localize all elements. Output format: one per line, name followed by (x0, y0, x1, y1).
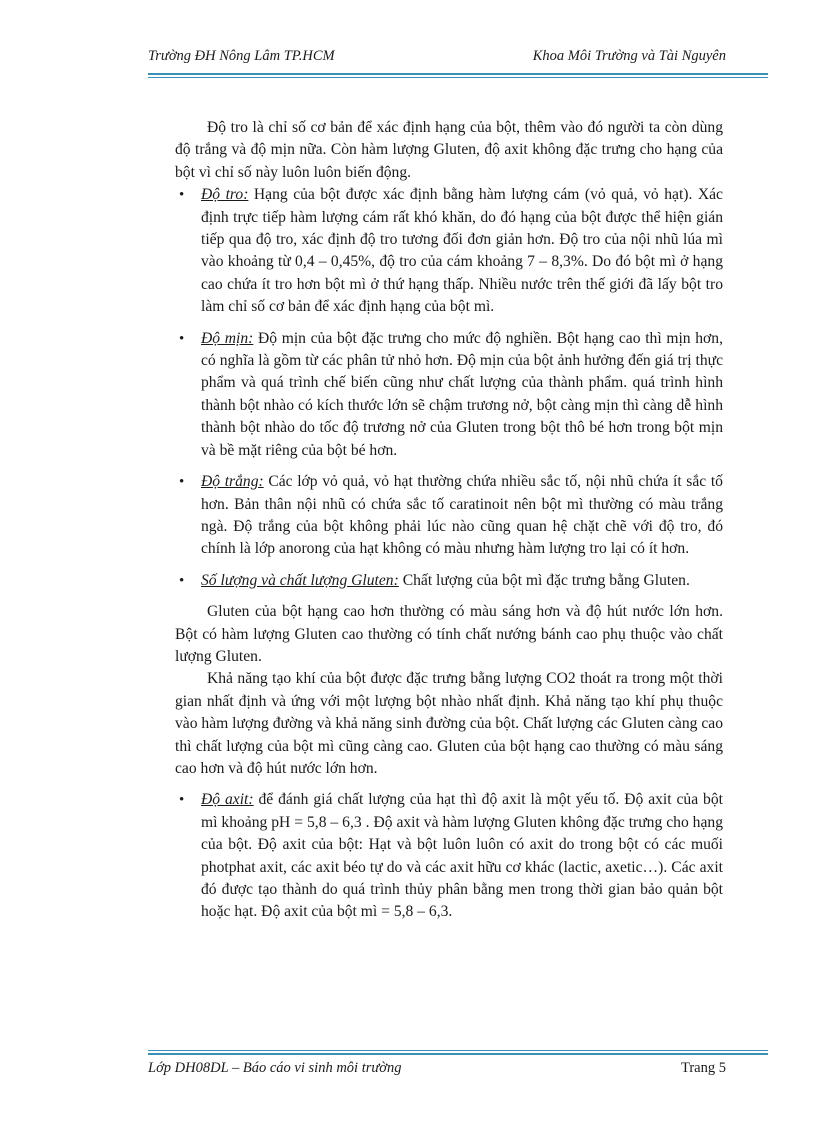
bullet-ash (175, 184, 723, 318)
bullet-fineness (175, 328, 723, 462)
footer-rule-thin (148, 1050, 768, 1051)
bullet-text: Các lớp vỏ quả, vỏ hạt thường chứa nhiều sắc tố, nội nhũ chứa ít sắc tố hơn. Bản thân nội nhũ có chứa sắc tố caratinoit nên bột mì thường có màu trắng ngà. Độ trắng của bột không phải lúc nào cũng quan hệ chặt chẽ với độ tro, đó chính là lớp anorong của hạt không có màu nhưng hàm lượng tro lại có ít hơn. (201, 473, 723, 558)
intro-paragraph: Độ tro là chỉ số cơ bản để xác định hạng của bột, thêm vào đó người ta còn dùng độ trắng và độ mịn nữa. Còn hàm lượng Gluten, độ axit không đặc trưng cho hạng của bột vì chỉ số này luôn luôn biến động. (175, 119, 723, 181)
bullet-dot-icon: • (179, 474, 185, 491)
bullet-term: Độ axit: (201, 791, 254, 809)
bullet-gluten (175, 570, 723, 592)
gluten-paragraph-1: Gluten của bột hạng cao hơn thường có màu sáng hơn và độ hút nước lớn hơn. Bột có hàm lượng Gluten cao thường có tính chất nướng bánh cao phụ thuộc vào chất lượng Gluten. (175, 603, 723, 665)
page-number: Trang 5 (681, 1060, 726, 1076)
gluten-paragraph-2: Khả năng tạo khí của bột được đặc trưng bằng lượng CO2 thoát ra trong một thời gian nhất định và ứng với một lượng bột nhào nhất định. Khả năng tạo khí phụ thuộc vào hàm lượng đường và khả năng sinh đường của bột. Chất lượng các Gluten càng cao thì chất lượng của bột mì cũng càng cao. Gluten của bột hạng cao thường có màu sáng cao hơn và độ hút nước lớn hơn. (175, 670, 723, 777)
page-footer (148, 1058, 726, 1080)
bullet-term: Độ trắng: (201, 473, 264, 491)
bullet-acidity (175, 789, 723, 923)
bullet-term: Số lượng và chất lượng Gluten: (201, 571, 399, 589)
header-rule (148, 73, 768, 75)
bullet-dot-icon: • (179, 187, 185, 204)
bullet-text: Hạng của bột được xác định bằng hàm lượng cám (vỏ quả, vỏ hạt). Xác định trực tiếp hàm lượng cám rất khó khăn, do đó hạng của bột được thể hiện gián tiếp qua độ tro, xác định độ tro tương đối đơn giản hơn. Độ tro của nội nhũ lúa mì vào khoảng từ 0,4 – 0,45%, độ tro của cám khoảng 7 – 8,3%. Do đó bột mì ở hạng cao chứa ít tro hơn bột mì ở thứ hạng thấp. Nhiều nước trên thế giới đã lấy bột tro làm chỉ số cơ bản để xác định hạng của bột mì. (201, 186, 723, 316)
header-rule-thin (148, 77, 768, 78)
bullet-text: để đánh giá chất lượng của hạt thì độ axit là một yếu tố. Độ axit của bột mì khoảng pH = 5,8 – 6,3 . Độ axit và hàm lượng Gluten không đặc trưng cho hạng của bột. Độ axit của bột: Hạt và bột luôn luôn có axit do trong bột có các muối photphat axit, các axit béo tự do và các axit hữu cơ khác (lactic, axetic…). Các axit đó được tạo thành do quá trình thủy phân bằng men trong thời gian bảo quản bột hoặc hạt. Độ axit của bột mì = 5,8 – 6,3. (201, 791, 723, 921)
page-body (175, 117, 723, 924)
bullet-dot-icon: • (179, 572, 185, 589)
bullet-text: Độ mịn của bột đặc trưng cho mức độ nghiền. Bột hạng cao thì mịn hơn, có nghĩa là gồm từ các phân tử nhỏ hơn. Độ mịn của bột ảnh hưởng đến giá trị thực phẩm và quá trình chế biến cũng như chất lượng của thành phẩm. quá trình hình thành bột nhào có kích thước lớn sẽ chậm trương nở, bột càng mịn thì càng dễ hình thành bột nhào do tốc độ trương nở của Gluten trong bột thô bé hơn trong bột mịn và bề mặt riêng của bột bé hơn. (201, 329, 723, 459)
header-school: Trường ĐH Nông Lâm TP.HCM (148, 48, 335, 64)
bullet-term: Độ tro: (201, 186, 249, 204)
bullet-text: Chất lượng của bột mì đặc trưng bằng Gluten. (398, 571, 690, 589)
bullet-dot-icon: • (179, 330, 185, 347)
bullet-whiteness (175, 471, 723, 561)
footer-class: Lớp DH08DL – Báo cáo vi sinh môi trường (148, 1060, 402, 1076)
bullet-dot-icon: • (179, 792, 185, 809)
bullet-term: Độ mịn: (201, 329, 254, 347)
page-header (148, 44, 726, 68)
footer-rule (148, 1053, 768, 1055)
header-faculty: Khoa Môi Trường và Tài Nguyên (532, 48, 726, 64)
